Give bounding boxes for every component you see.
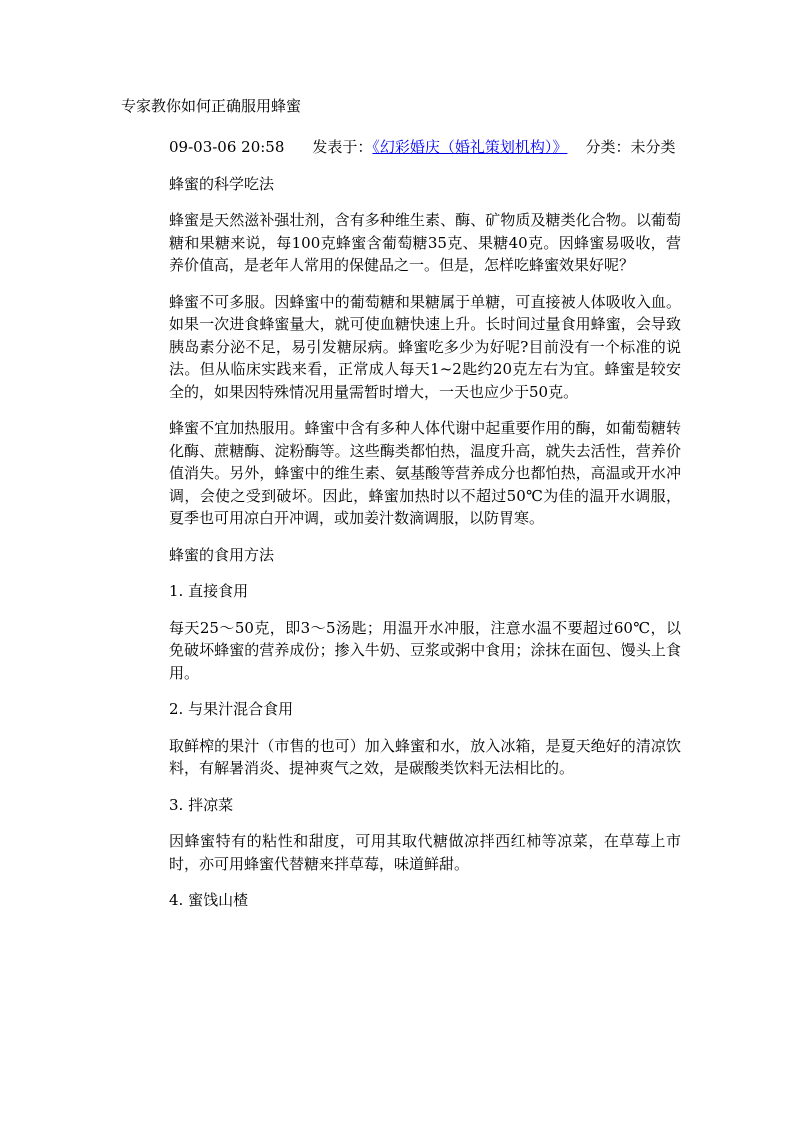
method-text-1: 每天25～50克，即3～5汤匙；用温开水冲服，注意水温不要超过60℃，以免破坏蜂蜜的营养成份；掺入牛奶、豆浆或粥中食用；涂抹在面包、馒头上食用。 [169,618,681,682]
paragraph-not-overeat: 蜂蜜不可多服。因蜂蜜中的葡萄糖和果糖属于单糖，可直接被人体吸收入血。如果一次进食蜂蜜量大，就可使血糖快速上升。长时间过量食用蜂蜜，会导致胰岛素分泌不足，易引发糖尿病。蜂蜜吃多少为好呢?目前没有一个标准的说法。但从临床实践来看，正常成人每天1~2匙约20克左右为宜。蜂蜜是较安全的，如果因特殊情况用量需暂时增大，一天也应少于50克。 [169,292,681,401]
method-heading-2: 2. 与果汁混合食用 [169,700,294,718]
category-label: 分类： [585,138,631,156]
method-text-3: 因蜂蜜特有的粘性和甜度，可用其取代糖做凉拌西红柿等凉菜，在草莓上市时，亦可用蜂蜜代替糖来拌草莓，味道鲜甜。 [169,832,681,873]
posted-in-label: 发表于： [312,138,373,156]
paragraph-intro: 蜂蜜是天然滋补强壮剂，含有多种维生素、酶、矿物质及糖类化合物。以葡萄糖和果糖来说，每100克蜂蜜含葡萄糖35克、果糖40克。因蜂蜜易吸收，营养价值高，是老年人常用的保健品之一。但是，怎样吃蜂蜜效果好呢？ [169,211,681,274]
section-heading-methods: 蜂蜜的食用方法 [169,545,275,564]
method-heading-3: 3. 拌凉菜 [169,795,234,814]
paragraph-not-heat: 蜂蜜不宜加热服用。蜂蜜中含有多种人体代谢中起重要作用的酶，如葡萄糖转化酶、蔗糖酶、淀粉酶等。这些酶类都怕热，温度升高，就失去活性，营养价值消失。另外，蜂蜜中的维生素、氨基酸等营养成分也都怕热，高温或开水冲调，会使之受到破坏。因此，蜂蜜加热时以不超过50℃为佳的温开水调服，夏季也可用凉白开冲调，或加姜汁数滴调服，以防胃寒。 [169,419,681,527]
method-heading-4: 4. 蜜饯山楂 [169,891,249,909]
section-heading-scientific-eating: 蜂蜜的科学吃法 [169,174,275,193]
post-datetime: 09-03-06 20:58 [169,138,285,156]
article-body [169,136,681,926]
page-title: 专家教你如何正确服用蜂蜜 [121,97,302,115]
source-blog-link[interactable]: 《幻彩婚庆（婚礼策划机构）》 [372,138,568,156]
method-text-2: 取鲜榨的果汁（市售的也可）加入蜂蜜和水，放入冰箱，是夏天绝好的清凉饮料，有解暑消炎、提神爽气之效，是碳酸类饮料无法相比的。 [169,736,681,777]
post-meta [169,136,681,159]
method-heading-1: 1. 直接食用 [169,582,249,600]
category-value: 未分类 [630,138,676,156]
